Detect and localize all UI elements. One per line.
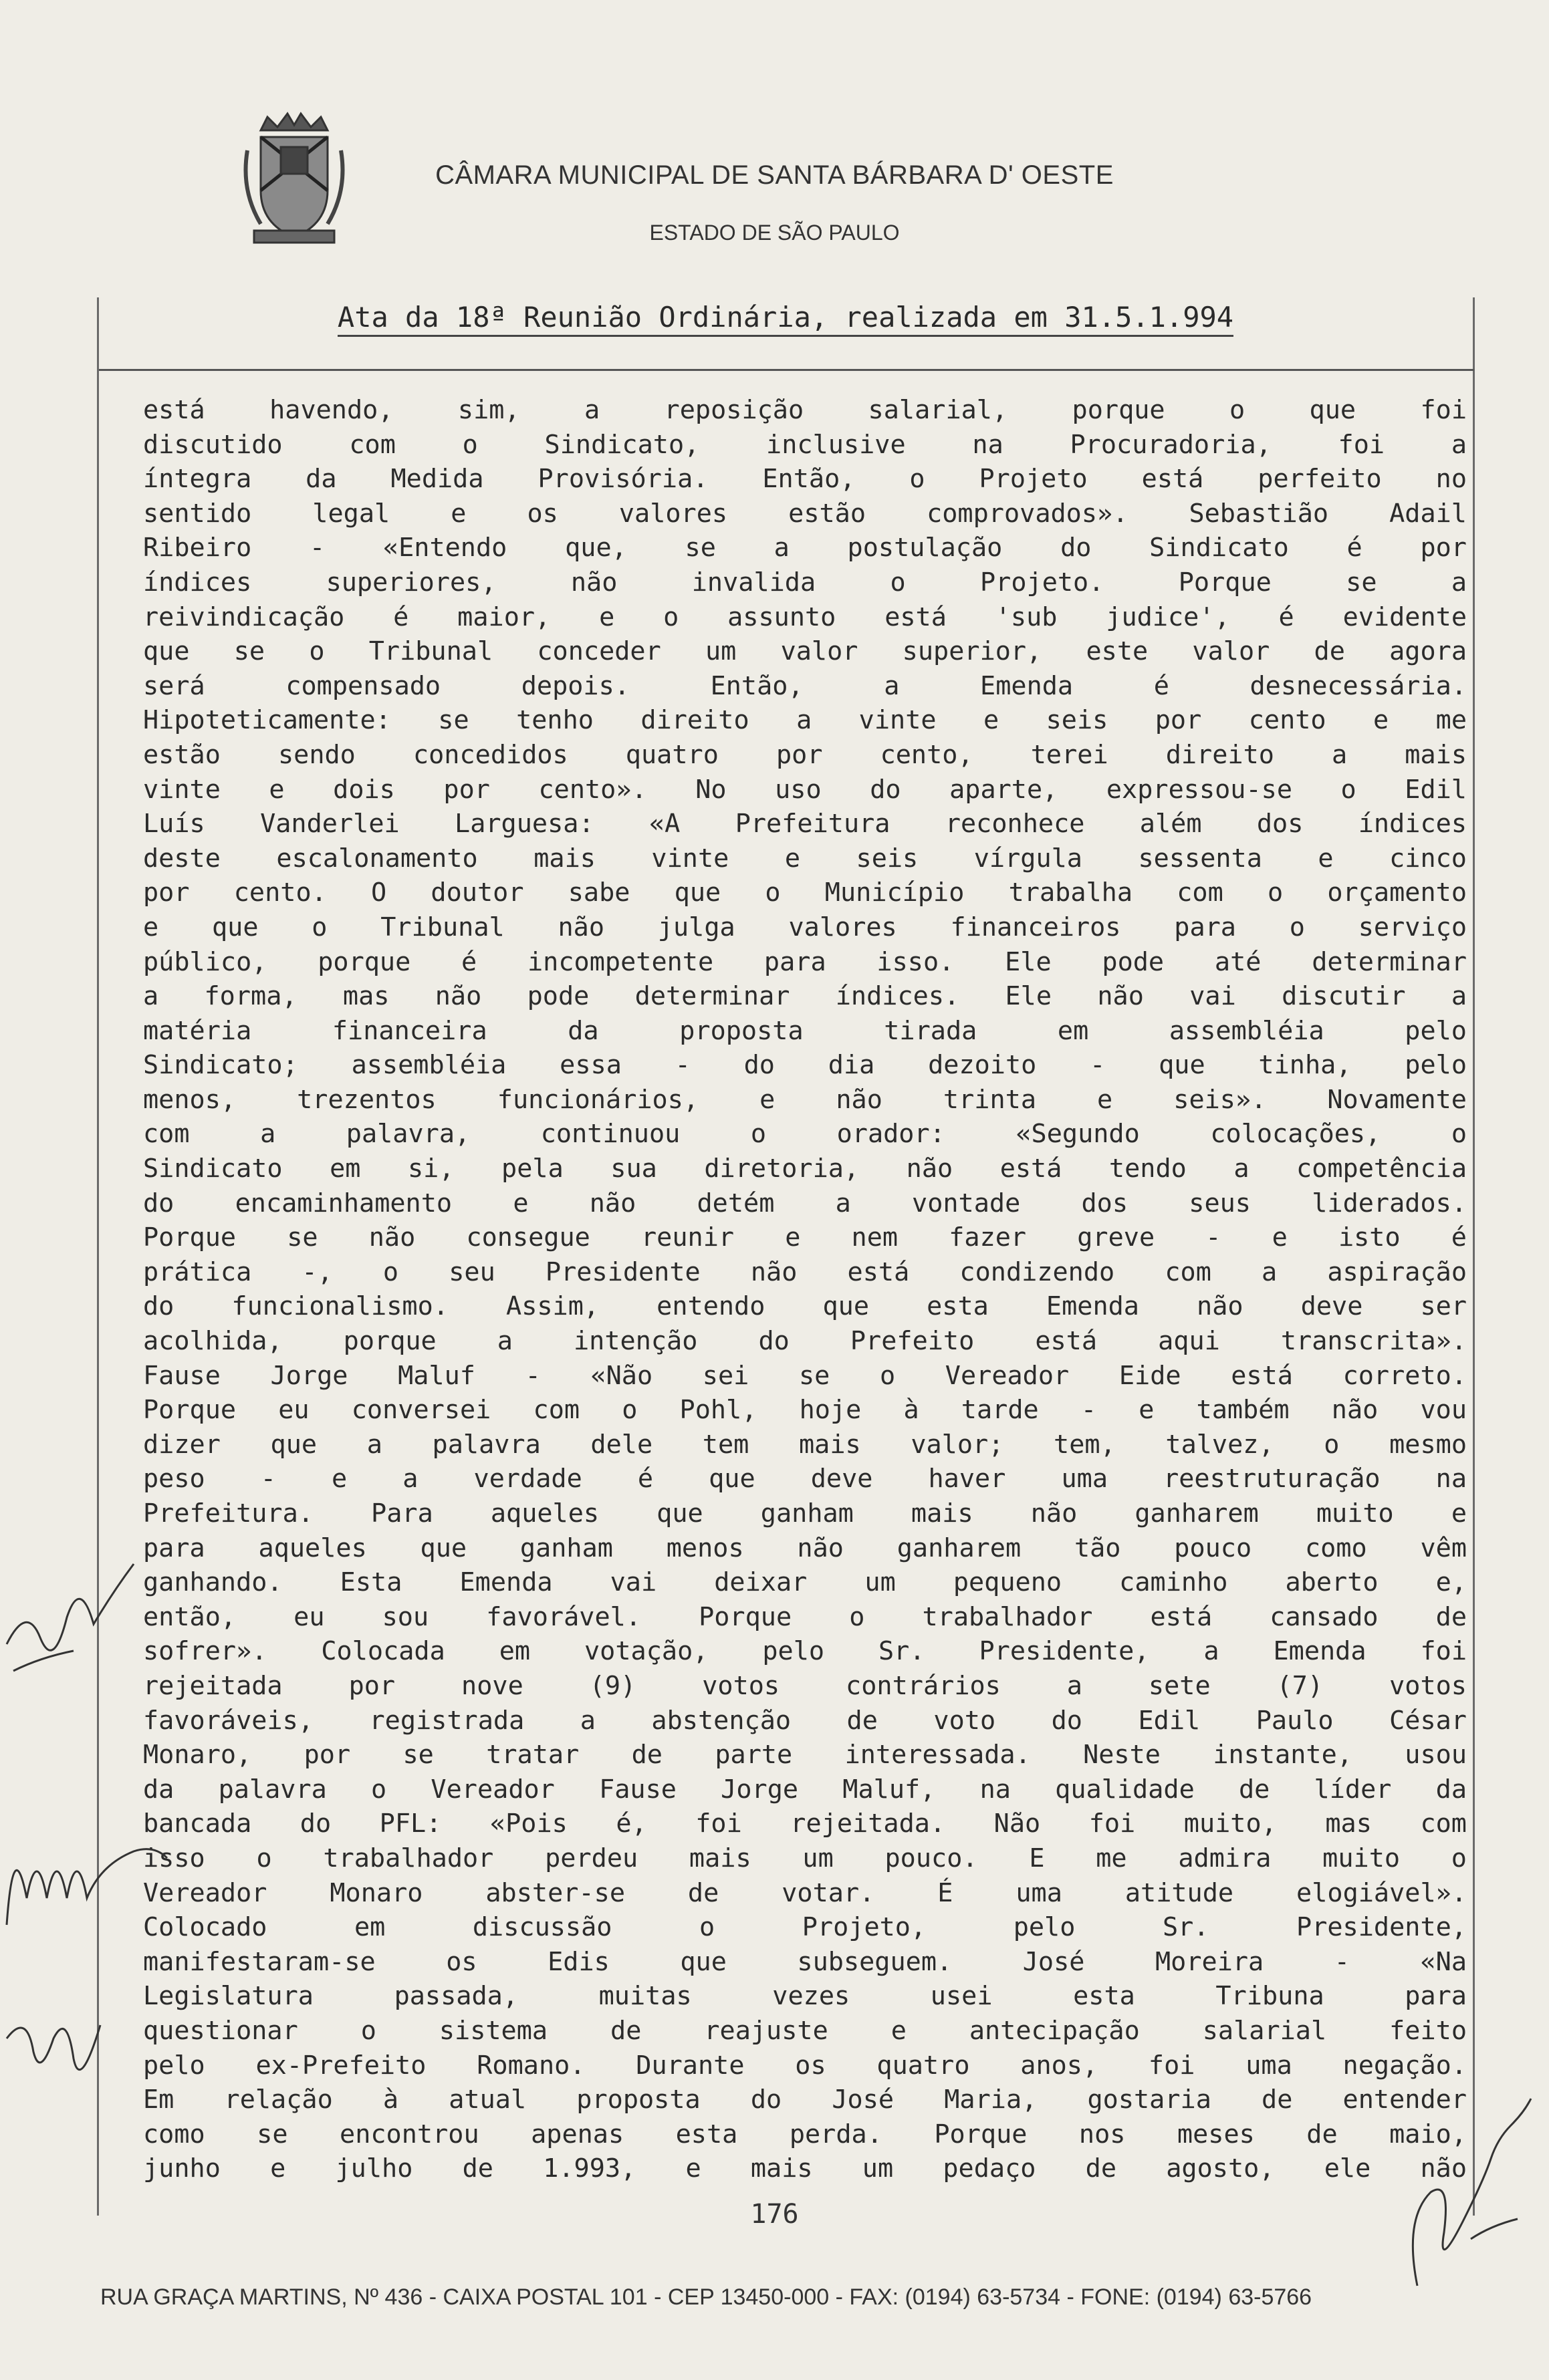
body-line: Ribeiro - «Entendo que, se a postulação do Sindicato é por — [143, 533, 1467, 563]
body-line: discutido com o Sindicato, inclusive na Procuradoria, foi a — [143, 429, 1467, 460]
body-line: Sindicato; assembléia essa - do dia dezoito - que tinha, pelo — [143, 1050, 1467, 1081]
signature-left-mid-icon — [0, 1805, 174, 1938]
body-line: sofrer». Colocada em votação, pelo Sr. Presidente, a Emenda foi — [143, 1636, 1467, 1667]
body-line: favoráveis, registrada a abstenção de voto do Edil Paulo César — [143, 1705, 1467, 1736]
signature-left-bottom-icon — [0, 1998, 107, 2105]
body-line: reivindicação é maior, e o assunto está 'sub judice', é evidente — [143, 602, 1467, 632]
body-line: deste escalonamento mais vinte e seis vírgula sessenta e cinco — [143, 843, 1467, 874]
body-line: isso o trabalhador perdeu mais um pouco. E me admira muito o — [143, 1843, 1467, 1873]
body-line: questionar o sistema de reajuste e antecipação salarial feito — [143, 2015, 1467, 2046]
body-line: vinte e dois por cento». No uso do aparte, expressou-se o Edil — [143, 774, 1467, 805]
body-line: Vereador Monaro abster-se de votar. É uma atitude elogiável». — [143, 1877, 1467, 1908]
body-line: peso - e a verdade é que deve haver uma reestruturação na — [143, 1464, 1467, 1494]
body-line: que se o Tribunal conceder um valor superior, este valor de agora — [143, 636, 1467, 667]
body-line: do encaminhamento e não detém a vontade dos seus liderados. — [143, 1188, 1467, 1218]
state-name: ESTADO DE SÃO PAULO — [649, 221, 900, 245]
body-line: prática -, o seu Presidente não está condizendo com a aspiração — [143, 1257, 1467, 1287]
body-line: Luís Vanderlei Larguesa: «A Prefeitura reconhece além dos índices — [143, 809, 1467, 839]
ata-title-text: Ata da 18ª Reunião Ordinária, realizada em 31.5.1.994 — [338, 301, 1233, 337]
body-line: do funcionalismo. Assim, entendo que esta Emenda não deve ser — [143, 1291, 1467, 1322]
page-title — [100, 301, 1471, 334]
body-line: bancada do PFL: «Pois é, foi rejeitada. Não foi muito, mas com — [143, 1809, 1467, 1839]
body-line: índices superiores, não invalida o Projeto. Porque se a — [143, 567, 1467, 598]
body-line: para aqueles que ganham menos não ganharem tão pouco como vêm — [143, 1533, 1467, 1563]
body-line: público, porque é incompetente para isso. Ele pode até determinar — [143, 946, 1467, 977]
body-line: Em relação à atual proposta do José Maria, gostaria de entender — [143, 2085, 1467, 2115]
chamber-name: CÂMARA MUNICIPAL DE SANTA BÁRBARA D' OESTE — [435, 160, 1114, 190]
body-line: está havendo, sim, a reposição salarial, porque o que foi — [143, 395, 1467, 425]
body-line: Fause Jorge Maluf - «Não sei se o Vereador Eide está correto. — [143, 1360, 1467, 1391]
body-line: Hipoteticamente: se tenho direito a vinte e seis por cento e me — [143, 705, 1467, 736]
body-line: íntegra da Medida Provisória. Então, o Projeto está perfeito no — [143, 464, 1467, 495]
body-line: da palavra o Vereador Fause Jorge Maluf, na qualidade de líder da — [143, 1774, 1467, 1805]
signature-left-top-icon — [0, 1537, 160, 1764]
body-line: Porque se não consegue reunir e nem fazer greve - e isto é — [143, 1222, 1467, 1253]
body-line: sentido legal e os valores estão comprovados». Sebastião Adail — [143, 498, 1467, 529]
right-margin-rule — [1473, 297, 1475, 2216]
body-line: rejeitada por nove (9) votos contrários a sete (7) votos — [143, 1670, 1467, 1701]
body-line: então, eu sou favorável. Porque o trabalhador está cansado de — [143, 1601, 1467, 1632]
title-divider — [99, 369, 1474, 371]
body-line: Prefeitura. Para aqueles que ganham mais não ganharem muito e — [143, 1498, 1467, 1529]
body-line: matéria financeira da proposta tirada em assembléia pelo — [143, 1015, 1467, 1046]
body-line: Porque eu conversei com o Pohl, hoje à tarde - e também não vou — [143, 1395, 1467, 1426]
page-number: 176 — [750, 2199, 799, 2230]
body-line: Colocado em discussão o Projeto, pelo Sr. Presidente, — [143, 1912, 1467, 1943]
body-line: Legislatura passada, muitas vezes usei esta Tribuna para — [143, 1981, 1467, 2012]
body-line: com a palavra, continuou o orador: «Segundo colocações, o — [143, 1119, 1467, 1150]
body-line: a forma, mas não pode determinar índices. Ele não vai discutir a — [143, 981, 1467, 1012]
minutes-body — [143, 393, 1467, 2186]
body-line: junho e julho de 1.993, e mais um pedaço de agosto, ele não — [143, 2153, 1467, 2184]
body-line: dizer que a palavra dele tem mais valor; tem, talvez, o mesmo — [143, 1429, 1467, 1460]
body-line: como se encontrou apenas esta perda. Porque nos meses de maio, — [143, 2119, 1467, 2149]
body-line: estão sendo concedidos quatro por cento, terei direito a mais — [143, 739, 1467, 770]
address-footer: RUA GRAÇA MARTINS, Nº 436 - CAIXA POSTAL 101 - CEP 13450-000 - FAX: (0194) 63-5734 - FONE: (0194) 63-5766 — [100, 2284, 1312, 2310]
body-line: acolhida, porque a intenção do Prefeito está aqui transcrita». — [143, 1326, 1467, 1357]
body-line: Sindicato em si, pela sua diretoria, não está tendo a competência — [143, 1154, 1467, 1184]
body-line: será compensado depois. Então, a Emenda é desnecessária. — [143, 670, 1467, 701]
body-line: Monaro, por se tratar de parte interessada. Neste instante, usou — [143, 1740, 1467, 1770]
body-line: e que o Tribunal não julga valores financeiros para o serviço — [143, 912, 1467, 942]
body-line: menos, trezentos funcionários, e não trinta e seis». Novamente — [143, 1084, 1467, 1115]
body-line: por cento. O doutor sabe que o Município trabalha com o orçamento — [143, 878, 1467, 908]
body-line: pelo ex-Prefeito Romano. Durante os quatro anos, foi uma negação. — [143, 2050, 1467, 2081]
body-line: ganhando. Esta Emenda vai deixar um pequeno caminho aberto e, — [143, 1567, 1467, 1598]
body-line: manifestaram-se os Edis que subseguem. José Moreira - «Na — [143, 1946, 1467, 1977]
signature-right-icon — [1391, 2085, 1544, 2306]
